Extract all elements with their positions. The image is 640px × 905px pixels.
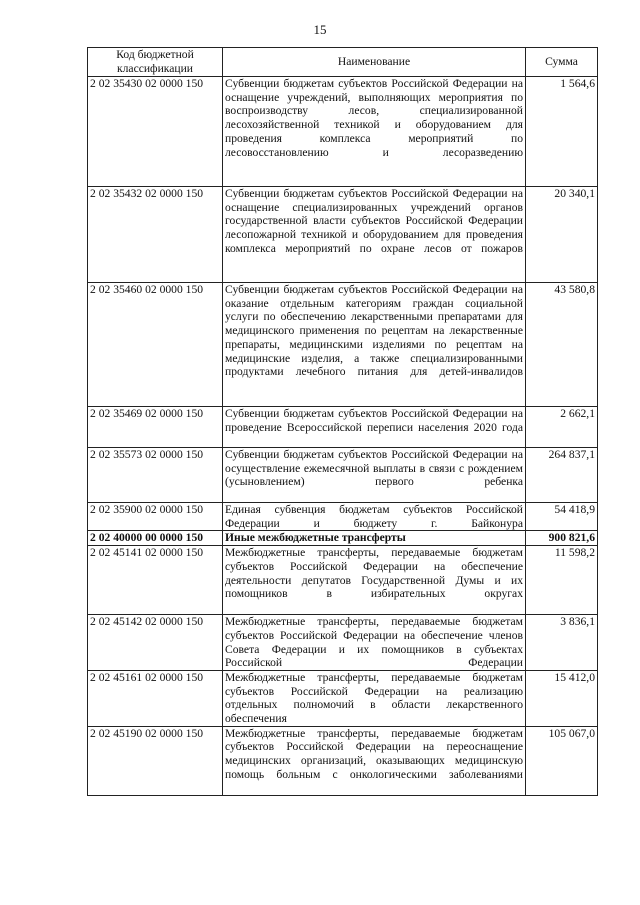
budget-code: 2 02 45190 02 0000 150 bbox=[88, 726, 223, 795]
item-amount: 2 662,1 bbox=[526, 407, 598, 448]
budget-code: 2 02 35469 02 0000 150 bbox=[88, 407, 223, 448]
item-name: Субвенции бюджетам субъектов Российской Федерации на оснащение специализированных учреждений органов государственной власти субъектов Российской Федерации лесопожарной техникой и оборудованием для проведения комплекса мероприятий по охране лесов от пожаров bbox=[223, 187, 526, 283]
table-row bbox=[88, 448, 598, 503]
item-amount: 900 821,6 bbox=[526, 531, 598, 546]
table-row bbox=[88, 187, 598, 283]
budget-code: 2 02 40000 00 0000 150 bbox=[88, 531, 223, 546]
budget-code: 2 02 35432 02 0000 150 bbox=[88, 187, 223, 283]
item-name: Субвенции бюджетам субъектов Российской Федерации на оказание отдельным категориям граждан социальной услуги по обеспечению лекарственными препаратами для медицинского применения по рецептам на лекарственные препараты, медицинскими изделиями по рецептам на медицинские изделия, а также специализированными продуктами лечебного питания для детей-инвалидов bbox=[223, 283, 526, 407]
item-amount: 54 418,9 bbox=[526, 503, 598, 531]
budget-code: 2 02 45161 02 0000 150 bbox=[88, 670, 223, 726]
budget-code: 2 02 35573 02 0000 150 bbox=[88, 448, 223, 503]
table-row bbox=[88, 283, 598, 407]
item-name: Иные межбюджетные трансферты bbox=[223, 531, 526, 546]
table-row bbox=[88, 407, 598, 448]
budget-code: 2 02 35900 02 0000 150 bbox=[88, 503, 223, 531]
header-name: Наименование bbox=[223, 48, 526, 77]
budget-table bbox=[87, 47, 598, 796]
item-amount: 20 340,1 bbox=[526, 187, 598, 283]
budget-code: 2 02 45141 02 0000 150 bbox=[88, 546, 223, 615]
item-name: Межбюджетные трансферты, передаваемые бюджетам субъектов Российской Федерации на реализацию отдельных полномочий в области лекарственного обеспечения bbox=[223, 670, 526, 726]
table-row bbox=[88, 77, 598, 187]
item-name: Межбюджетные трансферты, передаваемые бюджетам субъектов Российской Федерации на обеспечение членов Совета Федерации и их помощников в субъектах Российской Федерации bbox=[223, 615, 526, 671]
item-amount: 264 837,1 bbox=[526, 448, 598, 503]
table-row bbox=[88, 615, 598, 671]
table-row bbox=[88, 726, 598, 795]
item-amount: 105 067,0 bbox=[526, 726, 598, 795]
table-row bbox=[88, 670, 598, 726]
table-body bbox=[88, 77, 598, 796]
table-row bbox=[88, 531, 598, 546]
item-amount: 15 412,0 bbox=[526, 670, 598, 726]
item-amount: 1 564,6 bbox=[526, 77, 598, 187]
item-name: Субвенции бюджетам субъектов Российской Федерации на оснащение учреждений, выполняющих мероприятия по воспроизводству лесов, специализированной лесохозяйственной техникой и оборудованием для проведения комплекса мероприятий по лесовосстановлению и лесоразведению bbox=[223, 77, 526, 187]
budget-code: 2 02 35460 02 0000 150 bbox=[88, 283, 223, 407]
item-name: Субвенции бюджетам субъектов Российской Федерации на осуществление ежемесячной выплаты в связи с рождением (усыновлением) первого ребенка bbox=[223, 448, 526, 503]
header-code: Код бюджетной классификации bbox=[88, 48, 223, 77]
item-name: Межбюджетные трансферты, передаваемые бюджетам субъектов Российской Федерации на переоснащение медицинских организаций, оказывающих медицинскую помощь больным с онкологическими заболеваниями bbox=[223, 726, 526, 795]
table-header-row bbox=[88, 48, 598, 77]
table-row bbox=[88, 546, 598, 615]
budget-code: 2 02 45142 02 0000 150 bbox=[88, 615, 223, 671]
item-name: Субвенции бюджетам субъектов Российской Федерации на проведение Всероссийской переписи населения 2020 года bbox=[223, 407, 526, 448]
item-amount: 43 580,8 bbox=[526, 283, 598, 407]
table-row bbox=[88, 503, 598, 531]
header-amount: Сумма bbox=[526, 48, 598, 77]
budget-code: 2 02 35430 02 0000 150 bbox=[88, 77, 223, 187]
item-name: Межбюджетные трансферты, передаваемые бюджетам субъектов Российской Федерации на обеспечение деятельности депутатов Государственной Думы и их помощников в избирательных округах bbox=[223, 546, 526, 615]
item-amount: 3 836,1 bbox=[526, 615, 598, 671]
item-name: Единая субвенция бюджетам субъектов Российской Федерации и бюджету г. Байконура bbox=[223, 503, 526, 531]
item-amount: 11 598,2 bbox=[526, 546, 598, 615]
page-number: 15 bbox=[313, 22, 327, 37]
